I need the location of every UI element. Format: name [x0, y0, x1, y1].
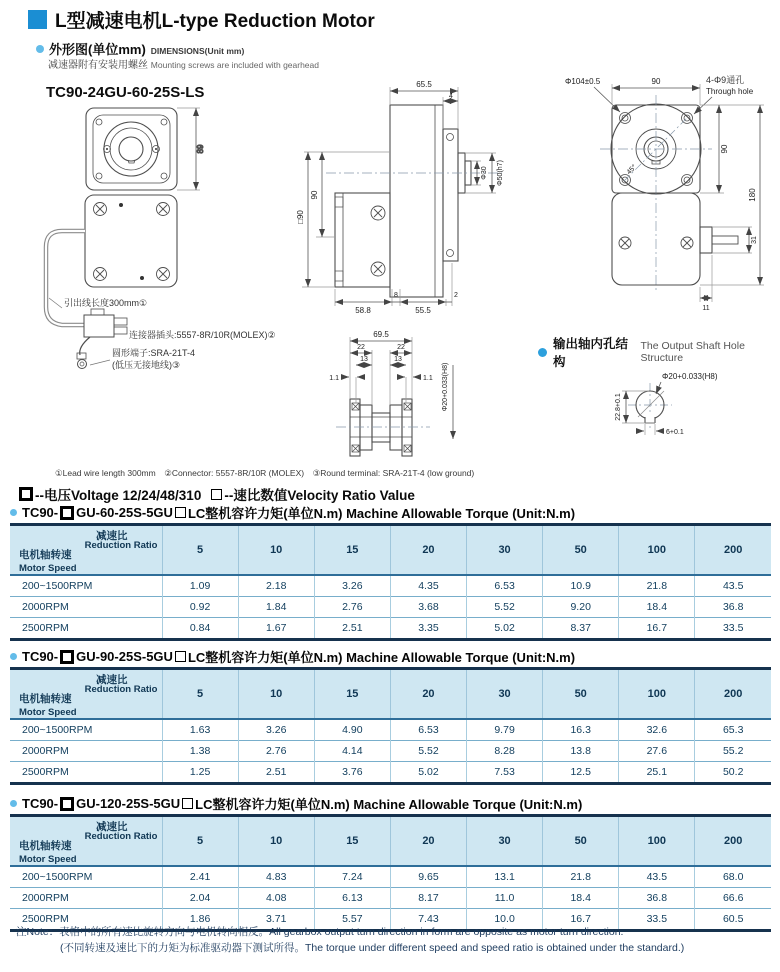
torque-value-cell: 3.71 [238, 909, 314, 931]
shaft-section-view [329, 330, 453, 456]
drawing-footnote: ①Lead wire length 300mm ②Connector: 5557-8R/10R (MOLEX) ③Round terminal: SRA-21T-4 (low ground) [55, 468, 475, 478]
dim-hole-dia: Φ20+0.033(H8) [662, 372, 718, 381]
torque-value-cell: 7.24 [314, 866, 390, 888]
blue-square-icon [28, 10, 47, 29]
speed-cell: 2000RPM [10, 741, 162, 762]
model-number: TC90-24GU-60-25S-LS [46, 84, 205, 101]
torque-value-cell: 2.04 [162, 888, 238, 909]
filled-square-icon [19, 487, 33, 501]
torque-table-2-wrap [10, 667, 771, 785]
torque-value-cell: 5.57 [314, 909, 390, 931]
label-flange-dia: Φ104±0.5 [565, 77, 601, 86]
torque-value-cell: 27.6 [619, 741, 695, 762]
label-terminal-2: (低压无接地线)③ [112, 360, 181, 370]
torque-value-cell: 1.38 [162, 741, 238, 762]
dimensions-note-en: Mounting screws are included with gearhead [150, 60, 319, 70]
torque-value-cell: 2.51 [238, 762, 314, 784]
torque-table-2 [10, 667, 771, 785]
dim-13-right: 13 [394, 356, 402, 363]
torque-value-cell: 1.84 [238, 597, 314, 618]
table-row [10, 575, 771, 597]
ratio-col-header: 100 [619, 669, 695, 720]
torque-value-cell: 0.84 [162, 618, 238, 640]
table1-heading-suffix: LC整机容许力矩(单位N.m) Machine Allowable Torque (Unit:N.m) [187, 506, 576, 521]
filled-square-icon [60, 506, 74, 520]
torque-value-cell: 6.13 [314, 888, 390, 909]
dim-side-flange: 4 [449, 93, 453, 100]
torque-value-cell: 43.5 [619, 866, 695, 888]
torque-value-cell: 50.2 [695, 762, 771, 784]
speed-cell: 2000RPM [10, 888, 162, 909]
diag-speed-en: Motor Speed [19, 854, 77, 865]
page-header [28, 6, 375, 33]
dim-bottom-1: 58.8 [355, 306, 371, 315]
bullet-icon [10, 800, 17, 807]
legend-ratio: --速比数值Velocity Ratio Value [224, 488, 415, 503]
dim-body-square: □90 [296, 210, 305, 224]
ratio-col-header: 200 [695, 669, 771, 720]
torque-value-cell: 65.3 [695, 719, 771, 741]
torque-value-cell: 66.6 [695, 888, 771, 909]
torque-value-cell: 5.52 [467, 597, 543, 618]
diagonal-header-cell [10, 669, 162, 720]
torque-value-cell: 6.53 [390, 719, 466, 741]
open-square-icon [175, 507, 186, 518]
diagonal-header-cell [10, 816, 162, 867]
dim-bore-right: Φ20+0.033(H8) [442, 362, 449, 412]
back-view [565, 74, 764, 312]
label-terminal-1: 圆形端子:SRA-21T-4 [112, 348, 196, 358]
legend-voltage: --电压Voltage 12/24/48/310 [35, 488, 202, 503]
open-square-icon [211, 489, 222, 500]
torque-value-cell: 16.7 [543, 909, 619, 931]
torque-value-cell: 25.1 [619, 762, 695, 784]
label-through-hole-en: Through hole [706, 87, 754, 96]
torque-value-cell: 16.3 [543, 719, 619, 741]
torque-value-cell: 9.65 [390, 866, 466, 888]
torque-value-cell: 9.20 [543, 597, 619, 618]
output-hole-heading [538, 334, 780, 370]
dim-back-offset: 11 [702, 305, 710, 312]
ratio-col-header: 30 [467, 525, 543, 576]
ratio-col-header: 10 [238, 525, 314, 576]
torque-value-cell: 55.2 [695, 741, 771, 762]
torque-value-cell: 36.8 [619, 888, 695, 909]
torque-value-cell: 8.17 [390, 888, 466, 909]
torque-value-cell: 4.35 [390, 575, 466, 597]
torque-value-cell: 5.02 [467, 618, 543, 640]
table3-heading-mid: GU-120-25S-5GU [76, 796, 181, 811]
table-row [10, 762, 771, 784]
torque-value-cell: 13.1 [467, 866, 543, 888]
diag-speed-zh: 电机轴转速 [19, 549, 72, 561]
torque-value-cell: 60.5 [695, 909, 771, 931]
ratio-col-header: 100 [619, 816, 695, 867]
torque-value-cell: 1.25 [162, 762, 238, 784]
dimensions-heading-zh: 外形图(单位mm) [49, 42, 146, 57]
dim-22-left: 22 [357, 344, 365, 351]
ratio-col-header: 15 [314, 525, 390, 576]
diag-ratio-en: Reduction Ratio [84, 831, 158, 842]
torque-value-cell: 18.4 [543, 888, 619, 909]
note-line-2: (不同转速及速比下的力矩为标准驱动器下测试所得。The torque under different speed and speed ratio is obtained under the standard.) [60, 942, 685, 955]
ratio-col-header: 30 [467, 669, 543, 720]
torque-value-cell: 9.79 [467, 719, 543, 741]
torque-value-cell: 6.53 [467, 575, 543, 597]
torque-value-cell: 5.02 [390, 762, 466, 784]
ratio-col-header: 200 [695, 816, 771, 867]
torque-value-cell: 7.53 [467, 762, 543, 784]
side-view [296, 80, 504, 315]
diag-ratio-zh: 减速比 [96, 821, 128, 833]
table3-heading-prefix: TC90- [22, 796, 59, 811]
bullet-icon [10, 653, 17, 660]
ratio-col-header: 5 [162, 816, 238, 867]
output-hole-view [615, 372, 718, 436]
dim-angle-45: 45° [625, 163, 639, 177]
torque-value-cell: 4.90 [314, 719, 390, 741]
torque-value-cell: 5.52 [390, 741, 466, 762]
torque-value-cell: 43.5 [695, 575, 771, 597]
diag-ratio-en: Reduction Ratio [84, 540, 158, 551]
torque-value-cell: 4.08 [238, 888, 314, 909]
dim-22-right: 22 [397, 344, 405, 351]
torque-value-cell: 7.43 [390, 909, 466, 931]
torque-value-cell: 2.76 [238, 741, 314, 762]
ratio-col-header: 10 [238, 816, 314, 867]
torque-value-cell: 4.83 [238, 866, 314, 888]
diag-ratio-zh: 减速比 [96, 674, 128, 686]
page-title: L型减速电机L-type Reduction Motor [55, 11, 375, 32]
table2-heading-mid: GU-90-25S-5GU [76, 649, 173, 664]
torque-value-cell: 3.26 [238, 719, 314, 741]
open-square-icon [175, 651, 186, 662]
ratio-col-header: 50 [543, 525, 619, 576]
speed-cell: 2500RPM [10, 909, 162, 931]
front-view [46, 108, 276, 370]
dim-back-square: 90 [720, 144, 729, 154]
label-through-hole-zh: 4-Φ9通孔 [706, 75, 745, 85]
speed-cell: 200~1500RPM [10, 719, 162, 741]
torque-value-cell: 16.7 [619, 618, 695, 640]
diagonal-header-cell [10, 525, 162, 576]
bottom-note [16, 924, 684, 957]
torque-value-cell: 3.35 [390, 618, 466, 640]
torque-value-cell: 3.26 [314, 575, 390, 597]
ratio-col-header: 30 [467, 816, 543, 867]
filled-square-icon [60, 650, 74, 664]
torque-table-1-wrap [10, 523, 771, 641]
dimensions-note-zh: 减速器附有安装用螺丝 [48, 60, 148, 71]
dim-front-height: 89 [196, 144, 205, 154]
dim-13-left: 13 [360, 356, 368, 363]
speed-cell: 2500RPM [10, 762, 162, 784]
table2-heading [10, 647, 575, 666]
ratio-col-header: 15 [314, 669, 390, 720]
ratio-col-header: 10 [238, 669, 314, 720]
torque-table-1 [10, 523, 771, 641]
dimensions-heading-en: DIMENSIONS(Unit mm) [150, 46, 245, 56]
torque-value-cell: 10.0 [467, 909, 543, 931]
dim-gear-height: 90 [310, 190, 319, 200]
speed-cell: 200~1500RPM [10, 575, 162, 597]
ratio-col-header: 100 [619, 525, 695, 576]
table-row [10, 741, 771, 762]
torque-value-cell: 8.37 [543, 618, 619, 640]
dim-side-top-width: 65.5 [416, 80, 432, 89]
torque-value-cell: 2.41 [162, 866, 238, 888]
ratio-col-header: 50 [543, 816, 619, 867]
ratio-col-header: 20 [390, 669, 466, 720]
torque-value-cell: 4.14 [314, 741, 390, 762]
table3-heading [10, 794, 582, 813]
torque-value-cell: 8.28 [467, 741, 543, 762]
speed-cell: 200~1500RPM [10, 866, 162, 888]
label-lead-wire: 引出线长度300mm① [64, 298, 148, 308]
torque-value-cell: 3.68 [390, 597, 466, 618]
torque-value-cell: 2.51 [314, 618, 390, 640]
torque-value-cell: 13.8 [543, 741, 619, 762]
table2-heading-suffix: LC整机容许力矩(单位N.m) Machine Allowable Torque (Unit:N.m) [187, 650, 576, 665]
table3-heading-suffix: LC整机容许力矩(单位N.m) Machine Allowable Torque (Unit:N.m) [195, 797, 583, 812]
dim-bottom-4: 2 [454, 292, 458, 299]
torque-value-cell: 33.5 [619, 909, 695, 931]
output-hole-heading-zh: 输出轴内孔结构 [553, 337, 629, 369]
torque-table-3-wrap [10, 814, 771, 932]
diag-ratio-zh: 减速比 [96, 530, 128, 542]
table-row [10, 618, 771, 640]
torque-value-cell: 1.09 [162, 575, 238, 597]
dim-bottom-3: 55.5 [415, 306, 431, 315]
label-connector: 连接器插头:5557-8R/10R(MOLEX)② [129, 330, 276, 340]
note-line-1: 注Note：表格中的所有速比旋转方向与电机转向相反。All gearbox output turn direction in form are opposite as motor turn direction. [16, 926, 624, 938]
ratio-col-header: 15 [314, 816, 390, 867]
bullet-icon [36, 45, 44, 53]
dim-shaft-dia: Φ30 [481, 166, 488, 180]
bullet-icon [10, 509, 17, 516]
torque-value-cell: 1.86 [162, 909, 238, 931]
diag-speed-zh: 电机轴转速 [19, 693, 72, 705]
torque-value-cell: 21.8 [543, 866, 619, 888]
torque-value-cell: 10.9 [543, 575, 619, 597]
dim-boss-dia: Φ50(h7) [497, 160, 504, 186]
table-row [10, 597, 771, 618]
torque-value-cell: 0.92 [162, 597, 238, 618]
ratio-col-header: 50 [543, 669, 619, 720]
table1-heading-prefix: TC90- [22, 505, 59, 520]
ratio-col-header: 5 [162, 525, 238, 576]
torque-value-cell: 68.0 [695, 866, 771, 888]
open-square-icon [182, 798, 193, 809]
dim-hole-depth: 22.8+0.1 [615, 393, 622, 421]
torque-value-cell: 3.76 [314, 762, 390, 784]
table1-heading [10, 503, 575, 522]
ratio-col-header: 5 [162, 669, 238, 720]
filled-square-icon [60, 797, 74, 811]
table1-heading-mid: GU-60-25S-5GU [76, 505, 173, 520]
diag-speed-zh: 电机轴转速 [19, 840, 72, 852]
output-hole-heading-en: The Output Shaft Hole Structure [640, 340, 745, 364]
dim-shaft-length: 31 [751, 236, 758, 244]
ratio-col-header: 20 [390, 525, 466, 576]
torque-value-cell: 1.63 [162, 719, 238, 741]
dim-keyway-width: 6+0.1 [666, 429, 684, 436]
table-row [10, 866, 771, 888]
torque-value-cell: 1.67 [238, 618, 314, 640]
torque-value-cell: 18.4 [619, 597, 695, 618]
dim-shaft-total: 69.5 [373, 330, 389, 339]
dimension-drawings [0, 65, 780, 465]
speed-cell: 2000RPM [10, 597, 162, 618]
torque-value-cell: 2.76 [314, 597, 390, 618]
torque-value-cell: 11.0 [467, 888, 543, 909]
ratio-col-header: 20 [390, 816, 466, 867]
diag-speed-en: Motor Speed [19, 563, 77, 574]
torque-table-3 [10, 814, 771, 932]
torque-value-cell: 12.5 [543, 762, 619, 784]
dim-back-width: 90 [651, 77, 661, 86]
torque-value-cell: 36.8 [695, 597, 771, 618]
dim-1-1-right: 1.1 [423, 375, 433, 382]
symbol-legend [17, 484, 415, 504]
torque-value-cell: 21.8 [619, 575, 695, 597]
torque-value-cell: 32.6 [619, 719, 695, 741]
torque-value-cell: 33.5 [695, 618, 771, 640]
speed-cell: 2500RPM [10, 618, 162, 640]
table2-heading-prefix: TC90- [22, 649, 59, 664]
table-row [10, 888, 771, 909]
dim-1-1-left: 1.1 [329, 375, 339, 382]
table-row [10, 719, 771, 741]
bullet-icon [538, 348, 547, 357]
torque-value-cell: 2.18 [238, 575, 314, 597]
diag-speed-en: Motor Speed [19, 707, 77, 718]
diag-ratio-en: Reduction Ratio [84, 684, 158, 695]
dim-back-height: 180 [748, 188, 757, 202]
ratio-col-header: 200 [695, 525, 771, 576]
dim-bottom-2: 8 [394, 292, 398, 299]
